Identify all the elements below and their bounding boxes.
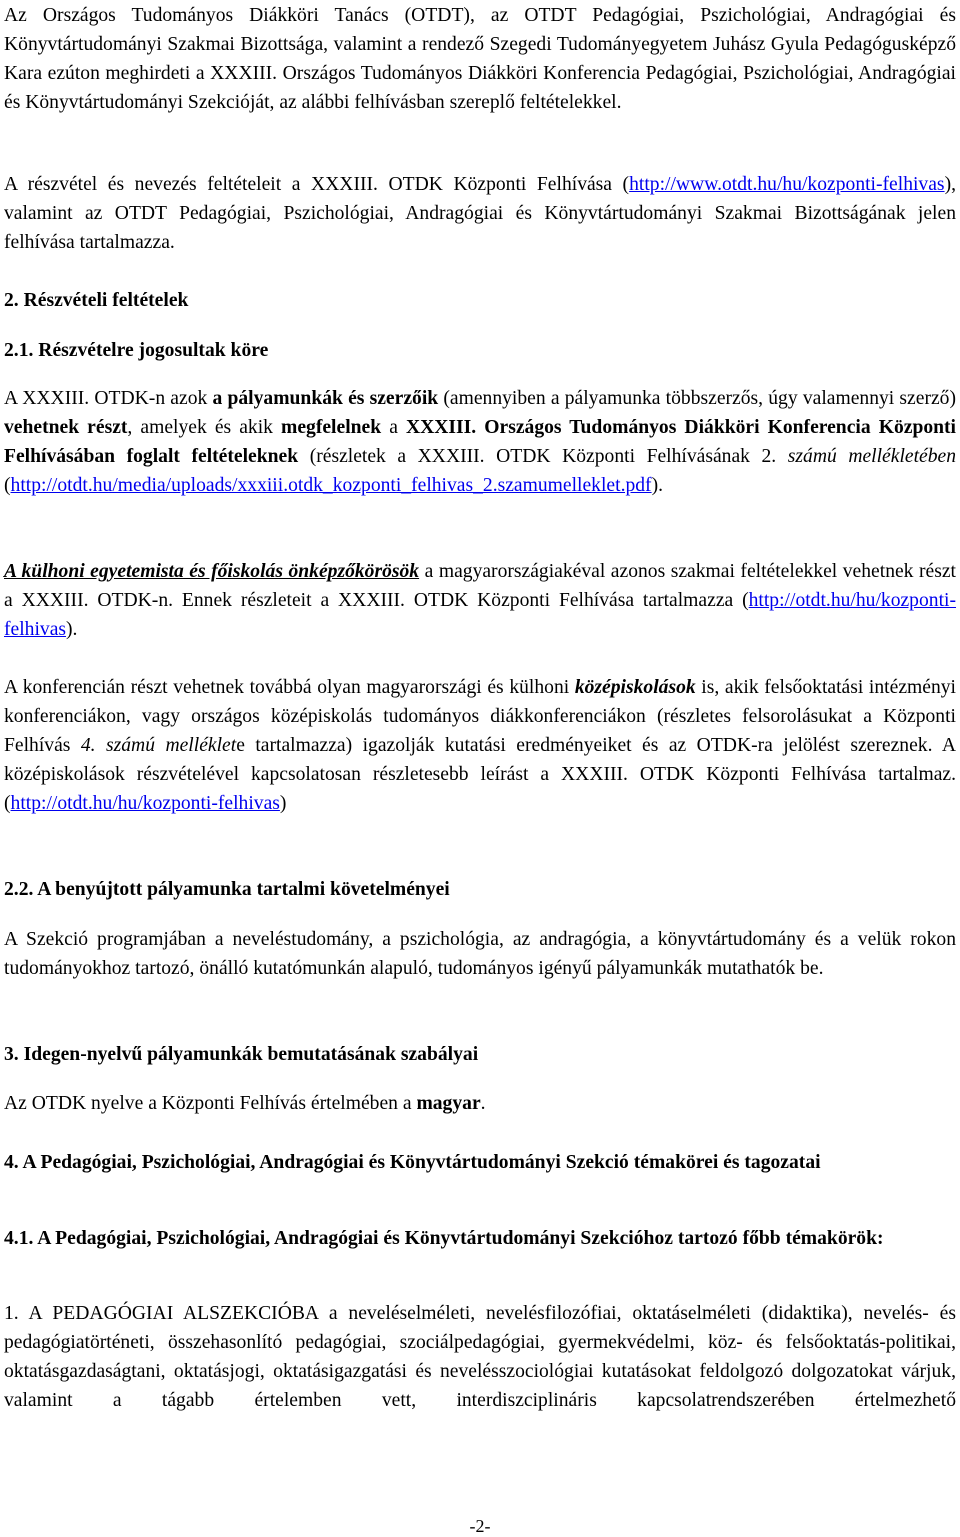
section-2-1-heading: 2.1. Részvételre jogosultak köre [4, 340, 269, 361]
pedagogy-subsection-paragraph: 1. A PEDAGÓGIAI ALSZEKCIÓBA a neveléselméleti, nevelésfilozófiai, oktatáselméleti (didaktika), nevelés- és pedagógiatörténeti, összehasonlító pedagógiai, szociálpedagógiai, gyermekvédelmi, köz- és felsőoktatás-politikai, oktatásgazdaságtani, oktatásjogi, oktatásigazgatási és nevelésszociológiai kutatásokat feldolgozó dolgozatokat várjuk, valamint a tágabb értelemben vett, interdiszciplináris kapcsolatrendszerében értelmezhető [4, 1303, 956, 1411]
foreign-students-paragraph: A külhoni egyetemista és főiskolás önképzőkörösök a magyarországiakéval azonos szakmai feltételekkel vehetnek részt a XXXIII. OTDK-n. Ennek részleteit a XXXIII. OTDK Központi Felhívása tartalmazza (http://otdt.hu/hu/kozponti-felhivas). [4, 561, 956, 640]
eligibility-paragraph: A XXXIII. OTDK-n azok a pályamunkák és szerzőik (amennyiben a pályamunka többszerzős, úgy valamennyi szerző) vehetnek részt, amelyek és akik megfelelnek a XXXIII. Országos Tudományos Diákköri Konferencia Központi Felhívásában foglalt feltételeknek (részletek a XXXIII. OTDK Központi Felhívásának 2. számú mellékletében (http://otdt.hu/media/uploads/xxxiii.otdk_kozponti_felhivas_2.szamumelleklet.pdf). [4, 388, 957, 496]
language-paragraph: Az OTDK nyelve a Központi Felhívás értelmében a magyar. [4, 1093, 486, 1114]
content-requirements-paragraph: A Szekció programjában a neveléstudomány, a pszichológia, az andragógia, a könyvtártudomány és a velük rokon tudományokhoz tartozó, önálló kutatómunkán alapuló, tudományos igényű pályamunkák mutathatók be. [4, 929, 956, 979]
central-call-link[interactable]: http://www.otdt.hu/hu/kozponti-felhivas [629, 174, 945, 195]
page-number: -2- [469, 1516, 491, 1536]
section-2-heading: 2. Részvételi feltételek [4, 290, 189, 311]
section-2-2-heading: 2.2. A benyújtott pályamunka tartalmi követelményei [4, 879, 450, 900]
section-4-1-heading: 4.1. A Pedagógiai, Pszichológiai, Andragógiai és Könyvtártudományi Szekcióhoz tartozó főbb témakörök: [4, 1228, 884, 1249]
intro-paragraph: Az Országos Tudományos Diákköri Tanács (OTDT), az OTDT Pedagógiai, Pszichológiai, Andragógiai és Könyvtártudományi Szakmai Bizottsága, valamint a rendező Szegedi Tudományegyetem Juhász Gyula Pedagógusképző Kara ezúton meghirdeti a XXXIII. Országos Tudományos Diákköri Konferencia Pedagógiai, Pszichológiai, Andragógiai és Könyvtártudományi Szekcióját, az alábbi felhívásban szereplő feltételekkel. [4, 5, 956, 113]
appendix-2-link[interactable]: http://otdt.hu/media/uploads/xxxiii.otdk_kozponti_felhivas_2.szamumelleklet.pdf [10, 475, 652, 496]
participation-paragraph: A részvétel és nevezés feltételeit a XXXIII. OTDK Központi Felhívása (http://www.otdt.hu/hu/kozponti-felhivas), valamint az OTDT Pedagógiai, Pszichológiai, Andragógiai és Könyvtártudományi Szakmai Bizottságának jelen felhívása tartalmazza. [4, 174, 956, 253]
highschool-paragraph: A konferencián részt vehetnek továbbá olyan magyarországi és külhoni középiskolások is, akik felsőoktatási intézményi konferenciákon, vagy országos középiskolás tudományos diákkonferenciákon (részletes felsorolásukat a Központi Felhívás 4. számú melléklete tartalmazza) igazolják kutatási eredményeiket és az OTDK-ra jelölést szereznek. A középiskolások részvételével kapcsolatosan részletesebb leírást a XXXIII. OTDK Központi Felhívása tartalmaz. (http://otdt.hu/hu/kozponti-felhivas) [4, 677, 957, 814]
section-3-heading: 3. Idegen-nyelvű pályamunkák bemutatásának szabályai [4, 1044, 479, 1065]
section-4-heading: 4. A Pedagógiai, Pszichológiai, Andragógiai és Könyvtártudományi Szekció témakörei és tagozatai [4, 1152, 821, 1173]
central-call-link-3[interactable]: http://otdt.hu/hu/kozponti-felhivas [10, 793, 280, 814]
central-call-link-2[interactable]: http://otdt.hu/hu/kozponti-felhivas [4, 590, 956, 640]
